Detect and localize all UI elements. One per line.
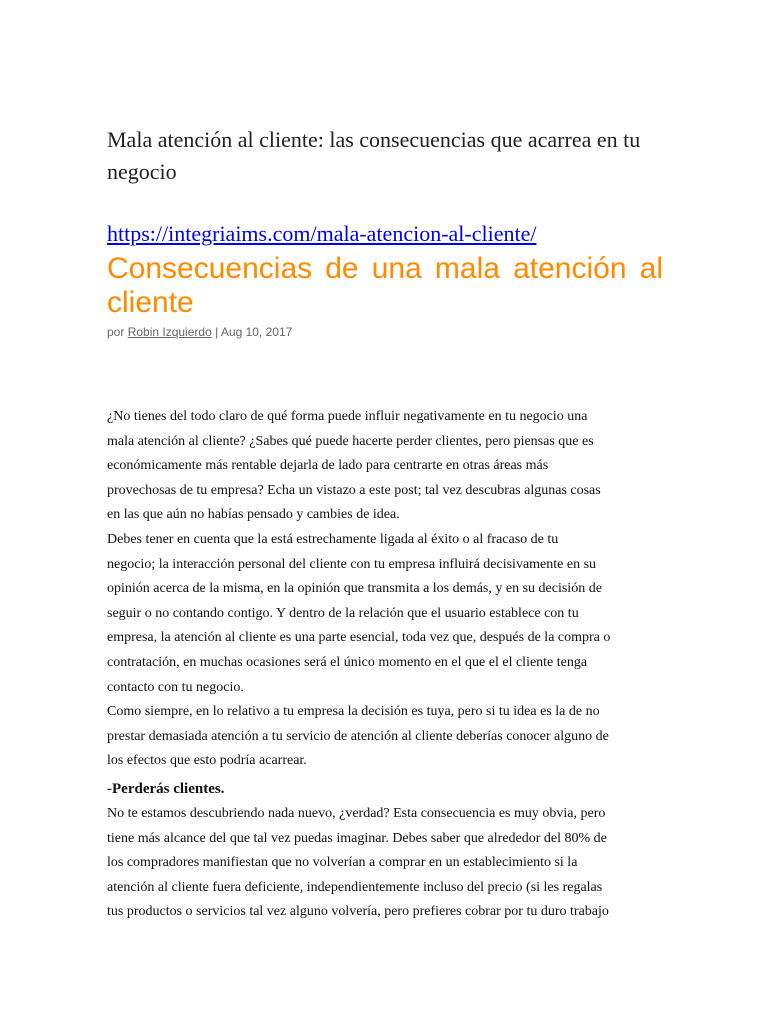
byline-prefix: por	[107, 325, 125, 339]
text-line: tiene más alcance del que tal vez puedas imaginar. Debes saber que alrededor del 80% de	[107, 830, 607, 846]
section-heading: -Perderás clientes.	[107, 781, 225, 797]
text-line: ¿No tienes del todo claro de qué forma puede influir negativamente en tu negocio una	[107, 409, 588, 424]
paragraph-lose-clients	[107, 802, 663, 925]
section-body	[107, 802, 663, 925]
text-line: económicamente más rentable dejarla de lado para centrarte en otras áreas más	[107, 458, 549, 474]
text-line: opinión acerca de la misma, en la opinión que transmita a los demás, y en su decisión de	[107, 581, 602, 597]
source-link[interactable]: https://integriaims.com/mala-atencion-al-cliente/	[107, 221, 537, 246]
text-line: No te estamos descubriendo nada nuevo, ¿verdad? Esta consecuencia es muy obvia, pero	[107, 806, 606, 821]
text-line: negocio; la interacción personal del cliente con tu empresa influirá decisivamente en su	[107, 556, 597, 572]
text-line: prestar demasiada atención a tu servicio de atención al cliente deberías conocer alguno de	[107, 728, 609, 744]
text-line: contratación, en muchas ocasiones será el único momento en el que el el cliente tenga	[107, 654, 588, 670]
text-line: empresa, la atención al cliente es una parte esencial, toda vez que, después de la compra o	[107, 630, 611, 646]
paragraph-context	[107, 528, 663, 700]
author-link[interactable]: Robin Izquierdo	[127, 325, 212, 339]
paragraph-intro	[107, 405, 663, 528]
paragraph-decision	[107, 700, 663, 774]
text-line: atención al cliente fuera deficiente, independientemente incluso del precio (si les regalas	[107, 879, 603, 895]
article-body	[107, 405, 663, 774]
text-line: Debes tener en cuenta que la está estrechamente ligada al éxito o al fracaso de tu	[107, 531, 559, 547]
text-line: los efectos que esto podría acarrear.	[107, 753, 307, 769]
article-heading: Consecuencias de una mala atención al cliente	[107, 252, 663, 319]
text-line: tus productos o servicios tal vez alguno volvería, pero prefieres cobrar por tu duro trabajo	[107, 904, 609, 920]
text-line: provechosas de tu empresa? Echa un vistazo a este post; tal vez descubras algunas cosas	[107, 482, 601, 498]
text-line: mala atención al cliente? ¿Sabes qué puede hacerte perder clientes, pero piensas que es	[107, 433, 594, 449]
text-line: contacto con tu negocio.	[107, 679, 244, 695]
text-line: en las que aún no habías pensado y cambies de idea.	[107, 507, 400, 523]
text-line: los compradores manifiestan que no volverían a comprar en un establecimiento si la	[107, 855, 578, 871]
text-line: seguir o no contando contigo. Y dentro de la relación que el usuario establece con tu	[107, 605, 579, 621]
byline	[107, 324, 292, 340]
document-title: Mala atención al cliente: las consecuencias que acarrea en tu negocio	[107, 127, 641, 184]
byline-separator: |	[215, 325, 219, 339]
text-line: Como siempre, en lo relativo a tu empresa la decisión es tuya, pero si tu idea es la de no	[107, 704, 600, 720]
publish-date: Aug 10, 2017	[220, 325, 293, 339]
